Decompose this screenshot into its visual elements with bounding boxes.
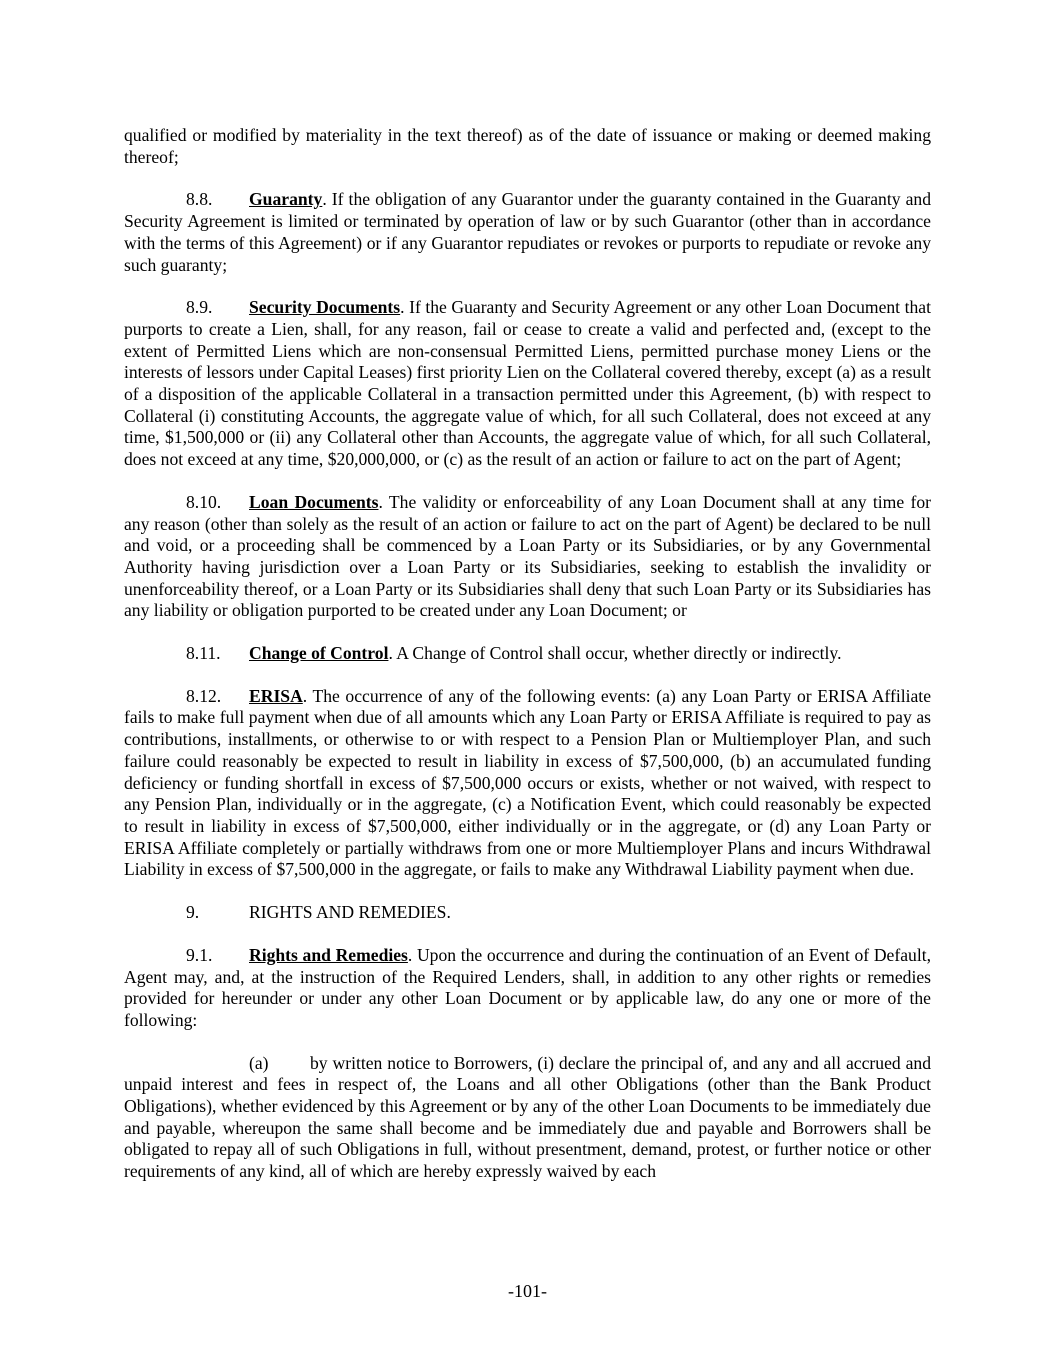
article-9-heading [124,902,931,924]
clause-text: by written notice to Borrowers, (i) declare the principal of, and any and all accrued and unpaid interest and fees in respect of, the Loans and all other Obligations (other than the Bank Product Obligations), whether evidenced by this Agreement or by any of the other Loan Documents to be immediately due and payable, whereupon the same shall become and be immediately due and payable and Borrowers shall be obligated to repay all of such Obligations in full, without presentment, demand, protest, or further notice or other requirements of any kind, all of which are hereby expressly waived by each [124,1052,931,1182]
continuation-paragraph: qualified or modified by materiality in the text thereof) as of the date of issuance or making or deemed making thereof; [124,125,931,167]
section-heading: Guaranty [249,189,323,210]
section-heading: Security Documents [249,297,401,318]
section-heading: Change of Control [249,643,389,664]
section-heading: Loan Documents [249,491,379,512]
section-text: . The validity or enforceability of any Loan Document shall at any time for any reason (other than solely as the result of an action or failure to act on the part of Agent) be declared to be null and void, or a proceeding shall be commenced by a Loan Party or its Subsidiaries, or by any Governmental Authority having jurisdiction over a Loan Party or its Subsidiaries, seeking to establish the invalidity or unenforceability thereof, or a Loan Party or its Subsidiaries shall deny that such Loan Party or its Subsidiaries has any liability or obligation purported to be created under any Loan Document; or [124,491,931,621]
section-text: . Upon the occurrence and during the continuation of an Event of Default, Agent may, and, at the instruction of the Required Lenders, shall, in addition to any other rights or remedies provided for hereunder or under any other Loan Document or by applicable law, do any one or more of the following: [124,944,931,1030]
article-title: RIGHTS AND REMEDIES. [249,902,451,923]
section-8-10 [124,492,931,622]
document-page [124,125,931,1204]
article-number: 9. [186,902,200,923]
section-8-9 [124,297,931,471]
section-8-12 [124,686,931,881]
section-heading: ERISA [249,685,303,706]
section-text: . The occurrence of any of the following events: (a) any Loan Party or ERISA Affiliate fails to make full payment when due of all amounts which any Loan Party or ERISA Affiliate is required to pay as contributions, installments, or otherwise to or with respect to a Pension Plan or Multiemployer Plan, and such failure could reasonably be expected to result in liability in excess of $7,500,000, (b) an accumulated funding deficiency or funding shortfall in excess of $7,500,000 occurs or exists, whether or not waived, with respect to any Pension Plan, individually or in the aggregate, (c) a Notification Event, which could reasonably be expected to result in liability in excess of $7,500,000, either individually or in the aggregate, or (d) any Loan Party or ERISA Affiliate completely or partially withdraws from one or more Multiemployer Plans and incurs Withdrawal Liability in excess of $7,500,000 in the aggregate, or fails to make any Withdrawal Liability payment when due. [124,685,931,880]
section-number: 8.10. [186,491,222,512]
clause-label: (a) [249,1052,269,1073]
section-number: 9.1. [186,944,213,965]
section-text: . If the obligation of any Guarantor under the guaranty contained in the Guaranty and Security Agreement is limited or terminated by operation of law or by such Guarantor (other than in accordance with the terms of this Agreement) or if any Guarantor repudiates or revokes or purports to repudiate or revoke any such guaranty; [124,189,931,275]
section-text: . A Change of Control shall occur, whether directly or indirectly. [388,643,842,664]
section-8-8 [124,189,931,276]
section-number: 8.11. [186,643,221,664]
page-number: -101- [508,1281,547,1301]
section-text: . If the Guaranty and Security Agreement or any other Loan Document that purports to create a Lien, shall, for any reason, fail or cease to create a valid and perfected and, (except to the extent of Permitted Liens which are non-consensual Permitted Liens, permitted purchase money Liens or the interests of lessors under Capital Leases) first priority Lien on the Collateral covered thereby, except (a) as a result of a disposition of the applicable Collateral in a transaction permitted under this Agreement, (b) with respect to Collateral (i) constituting Accounts, the aggregate value of which, for all such Collateral, does not exceed at any time, $1,500,000 or (ii) any Collateral other than Accounts, the aggregate value of which, for all such Collateral, does not exceed at any time, $20,000,000, or (c) as the result of an action or failure to act on the part of Agent; [124,297,931,470]
clause-a [124,1053,931,1183]
section-9-1 [124,945,931,1032]
section-heading: Rights and Remedies [249,944,408,965]
section-number: 8.8. [186,189,213,210]
section-number: 8.9. [186,297,213,318]
section-8-11 [124,643,931,665]
section-number: 8.12. [186,685,222,706]
